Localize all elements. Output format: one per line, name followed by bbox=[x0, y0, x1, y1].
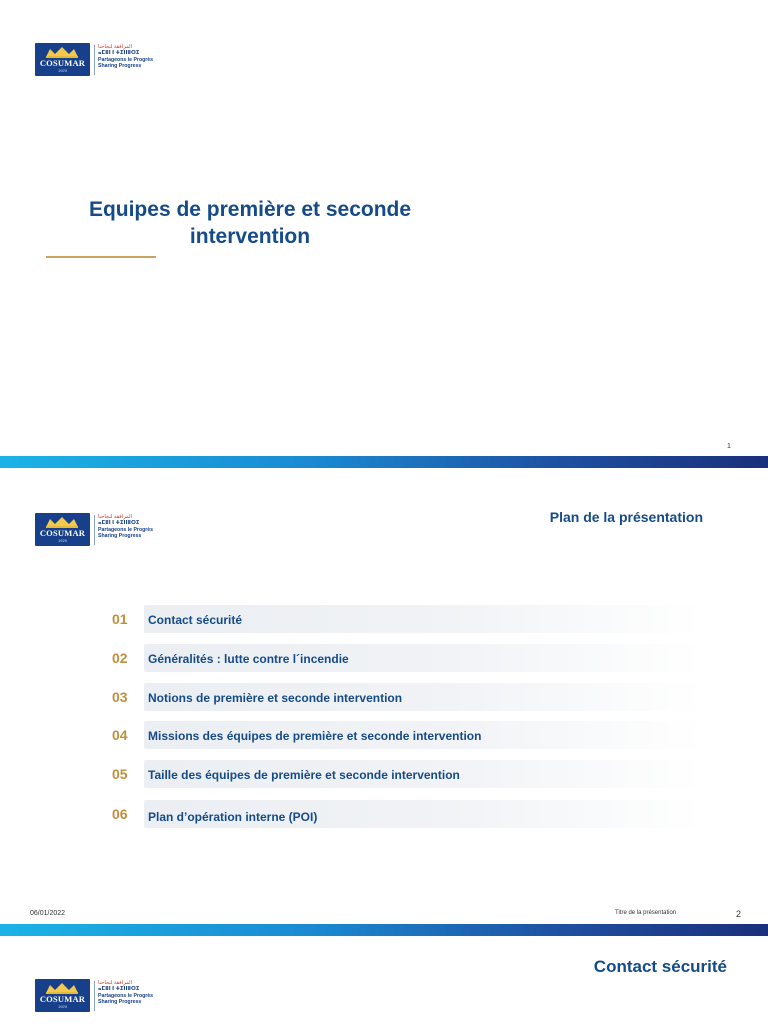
plan-item-label: Notions de première et seconde intervention bbox=[148, 691, 403, 705]
plan-item bbox=[112, 644, 702, 672]
logo-divider bbox=[94, 45, 95, 75]
tagline-arabic: المرافقة لنجاحنا bbox=[98, 44, 133, 50]
tagline-arabic: المرافقة لنجاحنا bbox=[98, 514, 133, 520]
logo-divider bbox=[94, 981, 95, 1011]
slide-2-footer-title: Titre de la présentation bbox=[615, 910, 677, 916]
logo-emblem bbox=[35, 979, 90, 1012]
tagline-english: Sharing Progress bbox=[98, 532, 142, 539]
plan-item-label: Contact sécurité bbox=[148, 613, 243, 627]
slide-2-page-number: 2 bbox=[736, 909, 742, 919]
plan-item bbox=[112, 800, 702, 828]
logo-emblem bbox=[35, 513, 90, 546]
cosumar-logo bbox=[35, 513, 175, 547]
slide-1-footer-bar bbox=[0, 456, 768, 468]
slide-1-page-number: 1 bbox=[727, 443, 731, 450]
tagline-arabic: المرافقة لنجاحنا bbox=[98, 980, 133, 986]
plan-item-number: 04 bbox=[112, 727, 128, 743]
logo-tagline bbox=[98, 514, 178, 539]
logo-brand: COSUMAR bbox=[39, 528, 86, 538]
logo-since: 1929 bbox=[58, 68, 67, 73]
plan-item-number: 03 bbox=[112, 689, 128, 705]
crown-icon bbox=[45, 516, 79, 528]
plan-item bbox=[112, 760, 702, 788]
slide-3-title: Contact sécurité bbox=[593, 957, 727, 976]
logo-brand: COSUMAR bbox=[39, 58, 86, 68]
tagline-amazigh: ⴰⵎⵓⵏ ⵏ ⵜⵉⵏⵏⵓⵔⵉ bbox=[98, 520, 140, 527]
tagline-amazigh: ⴰⵎⵓⵏ ⵏ ⵜⵉⵏⵏⵓⵔⵉ bbox=[98, 50, 140, 57]
slide-2-title: Plan de la présentation bbox=[549, 509, 703, 525]
slide-2-footer-bar bbox=[0, 924, 768, 936]
plan-item bbox=[112, 683, 702, 711]
plan-item-label: Missions des équipes de première et seconde intervention bbox=[148, 729, 482, 743]
plan-item-label: Plan d’opération interne (POI) bbox=[148, 810, 318, 824]
logo-tagline bbox=[98, 980, 178, 1005]
slide-1-title: Equipes de première et seconde intervention bbox=[88, 198, 412, 248]
tagline-french: Partageons le Progrès bbox=[98, 526, 154, 533]
tagline-english: Sharing Progress bbox=[98, 62, 142, 69]
cosumar-logo bbox=[35, 979, 175, 1013]
plan-item-number: 06 bbox=[112, 806, 128, 822]
tagline-french: Partageons le Progrès bbox=[98, 992, 154, 999]
tagline-french: Partageons le Progrès bbox=[98, 56, 154, 63]
plan-item-number: 02 bbox=[112, 650, 128, 666]
cosumar-logo bbox=[35, 43, 175, 77]
crown-icon bbox=[45, 982, 79, 994]
logo-brand: COSUMAR bbox=[39, 994, 86, 1004]
plan-item-number: 01 bbox=[112, 611, 128, 627]
title-underline bbox=[46, 256, 156, 258]
tagline-amazigh: ⴰⵎⵓⵏ ⵏ ⵜⵉⵏⵏⵓⵔⵉ bbox=[98, 986, 140, 993]
logo-emblem bbox=[35, 43, 90, 76]
slide-1 bbox=[0, 0, 768, 456]
plan-item bbox=[112, 721, 702, 749]
crown-icon bbox=[45, 46, 79, 58]
plan-item-label: Taille des équipes de première et seconde intervention bbox=[148, 768, 460, 782]
plan-item-number: 05 bbox=[112, 766, 128, 782]
slide-2-footer-date: 06/01/2022 bbox=[30, 910, 66, 917]
logo-since: 1929 bbox=[58, 1004, 67, 1009]
logo-tagline bbox=[98, 44, 178, 69]
logo-divider bbox=[94, 515, 95, 545]
tagline-english: Sharing Progress bbox=[98, 998, 142, 1005]
logo-since: 1929 bbox=[58, 538, 67, 543]
plan-item-label: Généralités : lutte contre l´incendie bbox=[148, 652, 349, 666]
plan-item bbox=[112, 605, 702, 633]
